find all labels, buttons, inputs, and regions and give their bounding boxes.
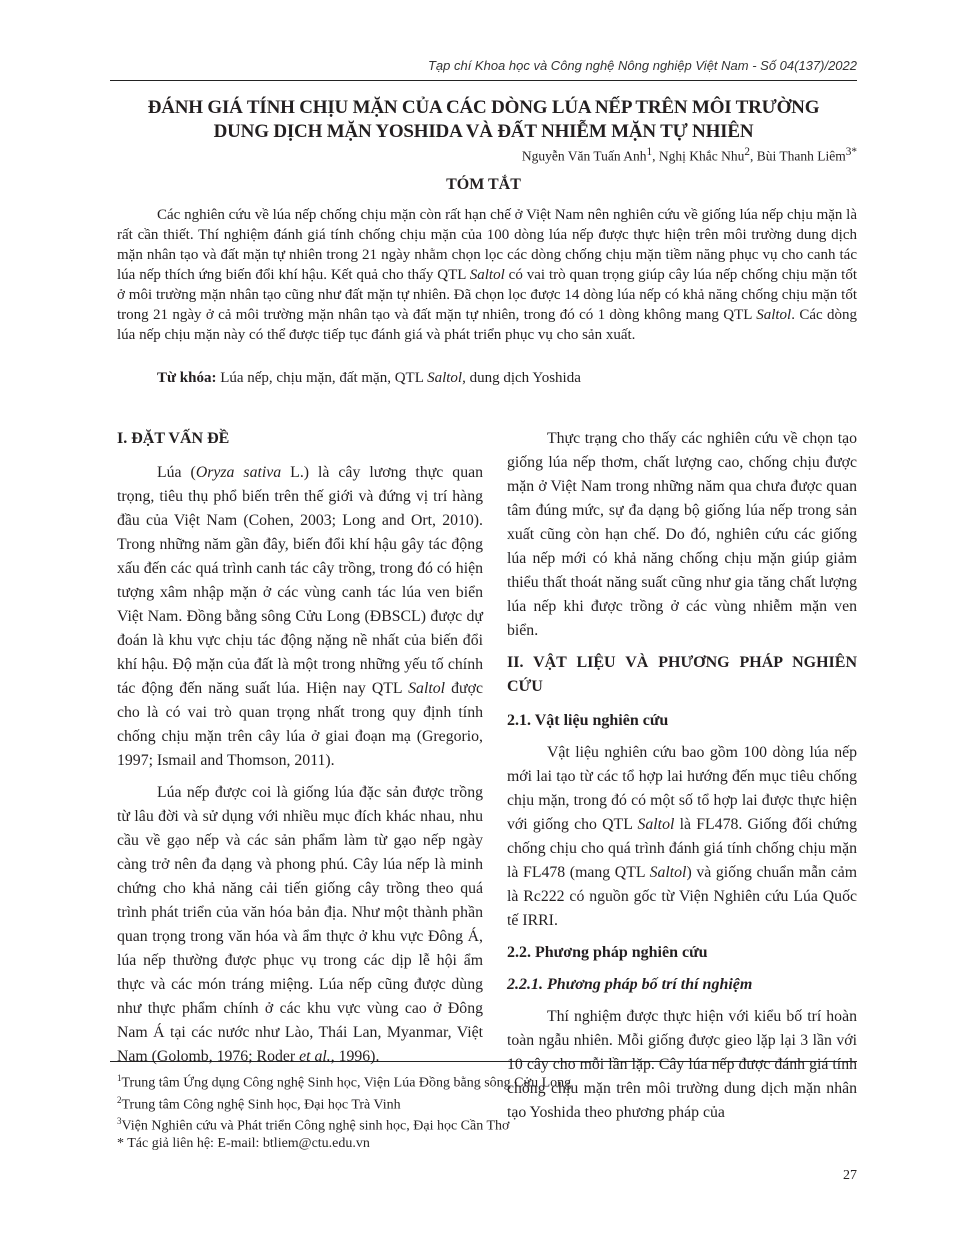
text-run: , dung dịch Yoshida bbox=[462, 370, 581, 386]
footnote bbox=[117, 1092, 571, 1114]
footnote-text: Viện Nghiên cứu và Phát triển Công nghệ sinh học, Đại học Cần Thơ bbox=[121, 1118, 510, 1134]
section-heading bbox=[507, 709, 857, 733]
footnote-text: Trung tâm Công nghệ Sinh học, Đại học Trà Vinh bbox=[121, 1097, 401, 1113]
author-name: Nghị Khắc Nhu bbox=[658, 148, 745, 164]
footnote-marker: 1 bbox=[117, 1073, 122, 1083]
author-separator: , bbox=[652, 148, 659, 164]
right-column bbox=[507, 427, 857, 1133]
section-heading bbox=[117, 427, 483, 451]
author-affiliation: 1 bbox=[646, 146, 653, 158]
text-run: có vai trò quan trọng giúp cây lúa nếp chống chịu mặn tốt ở môi trường mặn nhân tạo cũng như đất mặn tự nhiên. Đã chọn lọc được 14 dòng lúa nếp có khả năng chống chịu mặn tốt trong 21 ngày ở cả môi trường mặn nhân tạo và đất mặn tự nhiên, trong đó có 1 dòng không mang QTL bbox=[117, 267, 858, 323]
italic-text-run: Oryza sativa bbox=[195, 464, 282, 481]
text-run: L.) là cây lương thực quan trọng, tiêu thụ phổ biến trên thế giới và đứng vị trí hàng đầu của Việt Nam (Cohen, 2003; Long and Ort, 2010). Trong những năm gần đây, biến đổi khí hậu gây tác động xấu đến các quá trình canh tác cây trồng, trong đó có hiện tượng xâm nhập mặn ở các vùng canh tác lúa ven biển Việt Nam. Đồng bằng sông Cửu Long (ĐBSCL) được dự đoán là khu vực chịu tác động nặng nề nhất của biến đổi khí hậu. Độ mặn của đất là một trong những yếu tố chính tác động đến năng suất lúa. Hiện nay QTL bbox=[117, 464, 483, 697]
text-run: là FL478. Giống đối chứng chống chịu cho quá trình đánh giá tính chống chịu mặn là FL478 (mang QTL bbox=[507, 816, 857, 881]
text-run: được cho là có vai trò quan trọng nhất trong quy định tính chống chịu mặn trên cây lúa ở giai đoạn mạ (Gregorio, 1997; Ismail and Thomson, 2011). bbox=[117, 680, 483, 769]
footnote bbox=[117, 1135, 571, 1152]
text-run: ) và giống chuẩn mẫn cảm là Rc222 có nguồn gốc từ Viện Nghiên cứu Lúa Quốc tế IRRI. bbox=[507, 864, 857, 929]
author-name: Nguyễn Văn Tuấn Anh bbox=[521, 148, 647, 164]
italic-text-run: Saltol bbox=[756, 307, 792, 323]
text-run: Lúa nếp được coi là giống lúa đặc sản được trồng từ lâu đời và sử dụng với nhiều mục đích khác nhau, nhu cầu về gạo nếp và các sản phẩm làm từ gạo nếp ngày càng trở nên đa dạng và phong phú. Cây lúa nếp là minh chứng cho khả năng cải tiến giống cây trồng theo quá trình phát triển của văn hóa bản địa. Như một thành phần quan trọng trong văn hóa và ẩm thực ở khu vực Đông Á, lúa nếp thường được phục vụ trong các dịp lễ hội ẩm thực và các món tráng miệng. Lúa nếp cũng được dùng như thực phẩm chính ở các khu vực vùng cao ở Đông Nam Á tại các nước như Lào, Thái Lan, Myanmar, Việt Nam (Golomb, 1976; Roder bbox=[117, 784, 483, 1065]
abstract-body bbox=[117, 205, 857, 345]
section-heading bbox=[507, 651, 857, 699]
italic-text-run: Saltol bbox=[408, 680, 446, 697]
text-run: . Các dòng lúa nếp chịu mặn này có thể được tiếp tục đánh giá và phát triển phục vụ cho sản xuất. bbox=[117, 307, 857, 343]
author-list bbox=[110, 146, 857, 165]
keywords bbox=[117, 370, 857, 387]
text-run: I. ĐẶT VẤN ĐỀ bbox=[117, 430, 230, 447]
text-run: Thí nghiệm được thực hiện với kiểu bố trí hoàn toàn ngẫu nhiên. Mỗi giống được gieo lặp lại 3 lần với 10 cây cho mỗi lần lặp. Cây lúa nếp được đánh giá tính chống chịu mặn trên môi trường dung dịch mặn nhân tạo Yoshida theo phương pháp của bbox=[507, 1008, 857, 1121]
text-run: Vật liệu nghiên cứu bao gồm 100 dòng lúa nếp mới lai tạo từ các tổ hợp lai hướng đến mục tiêu chống chịu mặn, trong đó có một số tổ hợp lai được thực hiện với giống cho QTL bbox=[507, 744, 857, 833]
footnote-text: Trung tâm Ứng dụng Công nghệ Sinh học, Viện Lúa Đồng bằng sông Cửu Long bbox=[121, 1075, 572, 1091]
abstract-paragraph bbox=[117, 205, 857, 345]
italic-text-run: Saltol bbox=[427, 370, 463, 386]
paragraph bbox=[117, 781, 483, 1069]
section-heading bbox=[507, 973, 857, 997]
footnote-marker: 3 bbox=[117, 1116, 122, 1127]
left-column bbox=[117, 427, 483, 1077]
author-affiliation: 2 bbox=[744, 146, 750, 158]
keywords-list bbox=[220, 370, 581, 386]
abstract-heading: TÓM TẮT bbox=[446, 176, 521, 193]
text-run: Lúa nếp, chịu mặn, đất mặn, QTL bbox=[220, 370, 428, 386]
text-run: 2.2. Phương pháp nghiên cứu bbox=[507, 944, 708, 961]
italic-text-run: Saltol bbox=[637, 816, 675, 833]
text-run: Các nghiên cứu về lúa nếp chống chịu mặn còn rất hạn chế ở Việt Nam nên nghiên cứu về giống lúa nếp chịu mặn là rất cần thiết. Thí nghiệm đánh giá tính chống chịu mặn của 100 dòng lúa nếp được thực hiện trên môi trường dung dịch mặn nhân tạo và đất mặn tự nhiên trong 21 ngày nhằm chọn lọc các dòng chống chịu mặn tiềm năng phục vụ cho canh tác lúa nếp thích ứng biến đổi khí hậu. Kết quả cho thấy QTL bbox=[117, 207, 857, 283]
author-separator: , bbox=[750, 148, 757, 164]
italic-text-run: Saltol bbox=[469, 267, 505, 283]
paragraph bbox=[507, 741, 857, 933]
footnote-marker: 2 bbox=[117, 1094, 122, 1105]
paragraph bbox=[507, 427, 857, 643]
italic-text-run: Saltol bbox=[649, 864, 687, 881]
footnote-divider bbox=[110, 1061, 857, 1062]
text-run: 2.1. Vật liệu nghiên cứu bbox=[507, 712, 669, 729]
footnote bbox=[117, 1113, 571, 1135]
italic-text-run: et al. bbox=[299, 1048, 331, 1065]
paragraph bbox=[117, 461, 483, 773]
text-run: Lúa ( bbox=[157, 464, 196, 481]
footnotes bbox=[117, 1070, 571, 1152]
header-divider bbox=[110, 80, 857, 81]
author-affiliation: 3* bbox=[845, 146, 857, 158]
text-run: II. VẬT LIỆU VÀ PHƯƠNG PHÁP NGHIÊN CỨU bbox=[507, 654, 857, 695]
author-name: Bùi Thanh Liêm bbox=[756, 148, 846, 164]
section-heading bbox=[507, 941, 857, 965]
footnote-text: * Tác giả liên hệ: E-mail: btliem@ctu.edu.vn bbox=[117, 1135, 370, 1151]
page-number: 27 bbox=[843, 1168, 857, 1183]
keywords-label: Từ khóa: bbox=[157, 370, 221, 386]
text-run: , 1996). bbox=[330, 1048, 380, 1065]
title-line-2: DUNG DỊCH MẶN YOSHIDA VÀ ĐẤT NHIỄM MẶN TỰ NHIÊN bbox=[213, 121, 754, 142]
text-run: Thực trạng cho thấy các nghiên cứu về chọn tạo giống lúa nếp thơm, chất lượng cao, chống chịu được mặn ở Việt Nam trong những năm qua chưa được quan tâm đúng mức, sự đa dạng bộ giống lúa nếp trong sản xuất cũng còn hạn chế. Do đó, nghiên cứu các giống lúa nếp mới có khả năng chống chịu mặn giúp giảm thiểu thất thoát năng suất cũng như gia tăng chất lượng lúa nếp khi được trồng ở các vùng nhiễm mặn ven biển. bbox=[507, 430, 857, 639]
article-title bbox=[110, 96, 857, 144]
title-line-1: ĐÁNH GIÁ TÍNH CHỊU MẶN CỦA CÁC DÒNG LÚA NẾP TRÊN MÔI TRƯỜNG bbox=[147, 97, 820, 118]
footnote bbox=[117, 1070, 571, 1092]
text-run: 2.2.1. Phương pháp bố trí thí nghiệm bbox=[507, 976, 753, 993]
journal-header: Tạp chí Khoa học và Công nghệ Nông nghiệp Việt Nam - Số 04(137)/2022 bbox=[427, 58, 857, 73]
